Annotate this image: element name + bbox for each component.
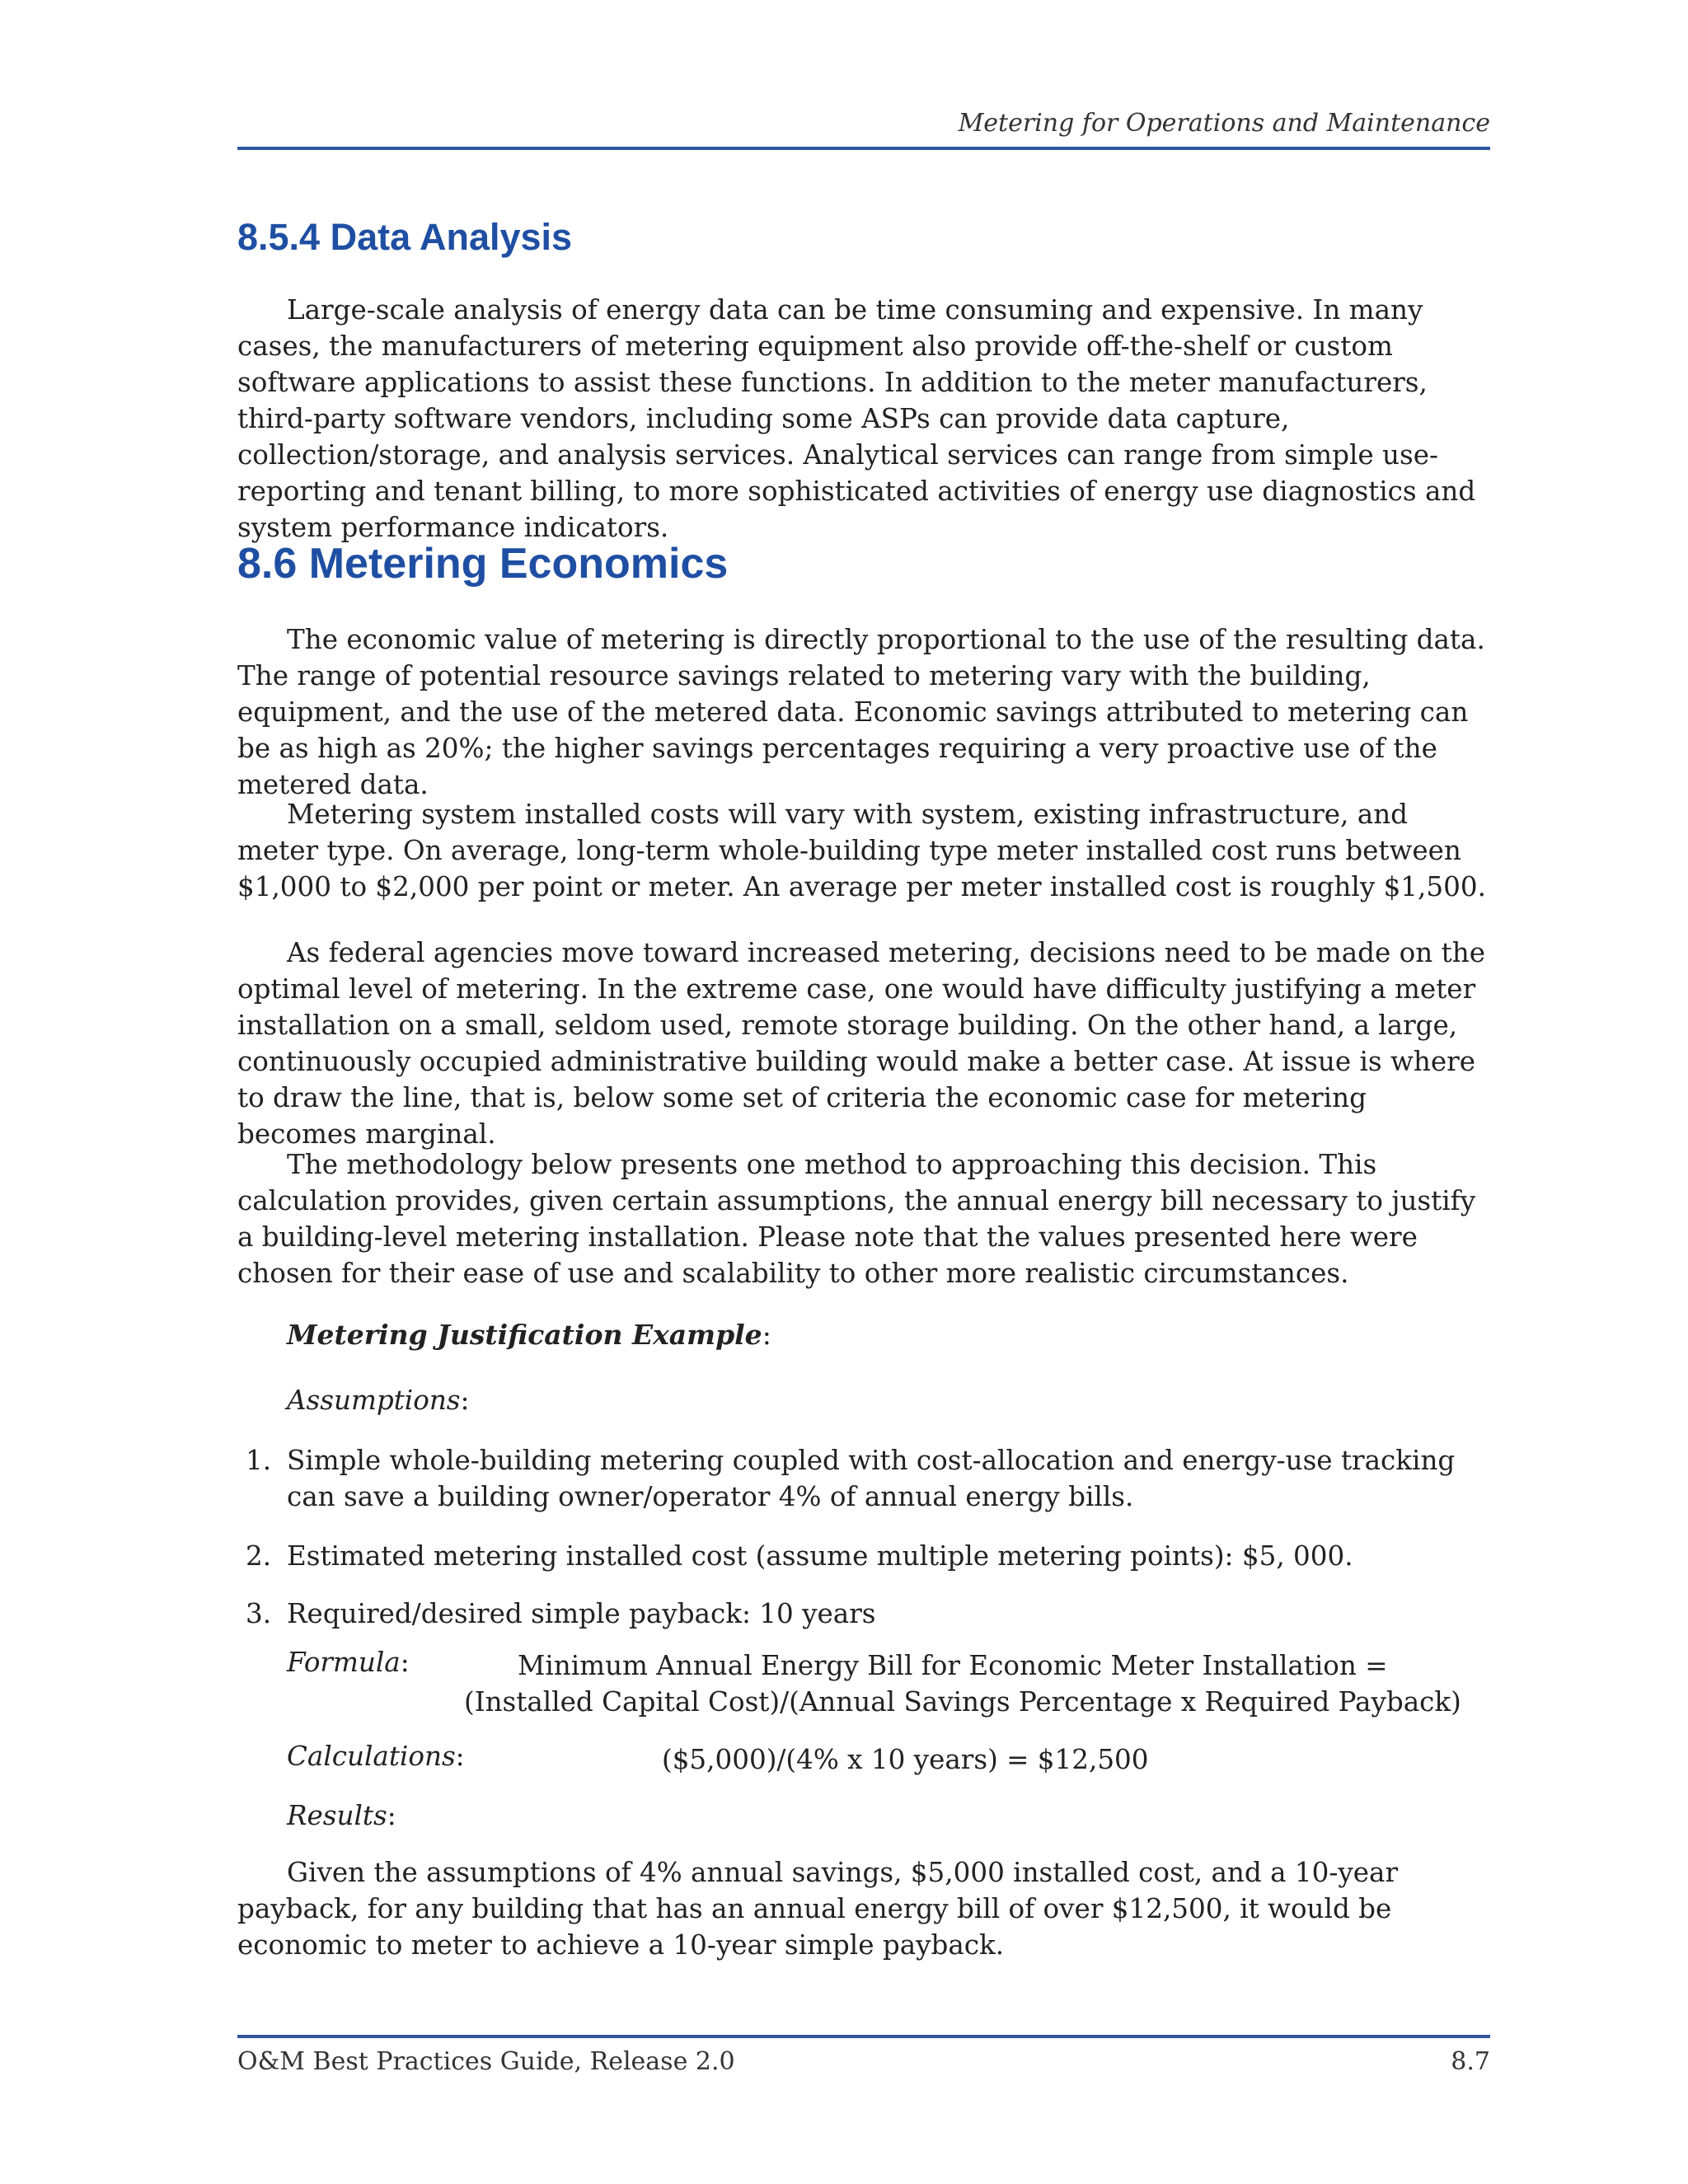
- example-title-text: Metering Justification Example: [287, 1319, 762, 1351]
- footer-rule: [237, 2035, 1490, 2038]
- formula-line-2: (Installed Capital Cost)/(Annual Savings Percentage x Required Payback): [464, 1686, 1461, 1718]
- section-heading-data-analysis: 8.5.4 Data Analysis: [237, 216, 573, 258]
- assumption-text: Estimated metering installed cost (assume multiple metering points): $5, 000.: [287, 1540, 1353, 1572]
- paragraph-economic-value: The economic value of metering is directly proportional to the use of the resulting data. The range of potential resource savings related to metering vary with the building, equipment, and the use of the metered data. Economic savings attributed to metering can be as high as 20%; the higher savings percentages requiring a very proactive use of the metered data.: [237, 624, 1485, 800]
- assumption-list-item-3: [237, 1596, 1490, 1632]
- paragraph-federal-agencies: As federal agencies move toward increased metering, decisions need to be made on the optimal level of metering. In the extreme case, one would have difficulty justifying a meter installation on a small, seldom used, remote storage building. On the other hand, a large, continuously occupied administrative building would make a better case. At issue is where to draw the line, that is, below some set of criteria the economic case for metering becomes marginal.: [237, 937, 1485, 1150]
- assumptions-label-text: Assumptions: [287, 1385, 461, 1416]
- header-rule: [237, 147, 1490, 150]
- formula-line-1: Minimum Annual Energy Bill for Economic Meter Installation =: [518, 1650, 1388, 1681]
- paragraph-methodology: The methodology below presents one method to approaching this decision. This calculation provides, given certain assumptions, the annual energy bill necessary to justify a building-level metering installation. Please note that the values presented here were chosen for their ease of use and scalability to other more realistic circumstances.: [237, 1149, 1476, 1289]
- assumption-number: 1.: [246, 1445, 272, 1476]
- calculations-colon: :: [455, 1741, 465, 1772]
- assumption-text: Simple whole-building metering coupled with cost-allocation and energy-use tracking can save a building owner/operator 4% of annual energy bills.: [287, 1445, 1456, 1512]
- results-colon: :: [387, 1800, 396, 1831]
- formula-label-text: Formula: [287, 1647, 401, 1678]
- assumption-list-item-2: [237, 1538, 1490, 1574]
- assumption-text: Required/desired simple payback: 10 years: [287, 1598, 876, 1629]
- page-number: 8.7: [1451, 2047, 1490, 2076]
- assumption-number: 2.: [246, 1540, 272, 1572]
- footer-guide-title: O&M Best Practices Guide, Release 2.0: [237, 2047, 735, 2076]
- assumptions-label: [287, 1385, 470, 1416]
- formula-label: [287, 1647, 410, 1678]
- calculations-label: [287, 1741, 465, 1772]
- document-page: [237, 0, 1490, 2184]
- assumption-number: 3.: [246, 1598, 272, 1629]
- formula-colon: :: [400, 1647, 410, 1678]
- assumption-list-item-1: [237, 1442, 1490, 1515]
- results-label: [287, 1800, 396, 1831]
- running-header: Metering for Operations and Maintenance: [958, 109, 1490, 138]
- example-title-colon: :: [762, 1319, 771, 1351]
- paragraph-results: Given the assumptions of 4% annual savings, $5,000 installed cost, and a 10-year payback, for any building that has an annual energy bill of over $12,500, it would be economic to meter to achieve a 10-year simple payback.: [237, 1857, 1399, 1961]
- example-title: [287, 1319, 771, 1351]
- paragraph-installed-costs: Metering system installed costs will vary with system, existing infrastructure, and meter type. On average, long-term whole-building type meter installed cost runs between $1,000 to $2,000 per point or meter. An average per meter installed cost is roughly $1,500.: [237, 799, 1486, 902]
- calculation-line: ($5,000)/(4% x 10 years) = $12,500: [662, 1744, 1149, 1775]
- assumptions-colon: :: [460, 1385, 470, 1416]
- calculations-label-text: Calculations: [287, 1741, 456, 1772]
- section-heading-metering-economics: 8.6 Metering Economics: [237, 540, 729, 588]
- paragraph-data-analysis: Large-scale analysis of energy data can be time consuming and expensive. In many cases, the manufacturers of metering equipment also provide off-the-shelf or custom software applications to assist these functions. In addition to the meter manufacturers, third-party software vendors, including some ASPs can provide data capture, collection/storage, and analysis services. Analytical services can range from simple use-reporting and tenant billing, to more sophisticated activities of energy use diagnostics and system performance indicators.: [237, 294, 1476, 543]
- results-label-text: Results: [287, 1800, 387, 1831]
